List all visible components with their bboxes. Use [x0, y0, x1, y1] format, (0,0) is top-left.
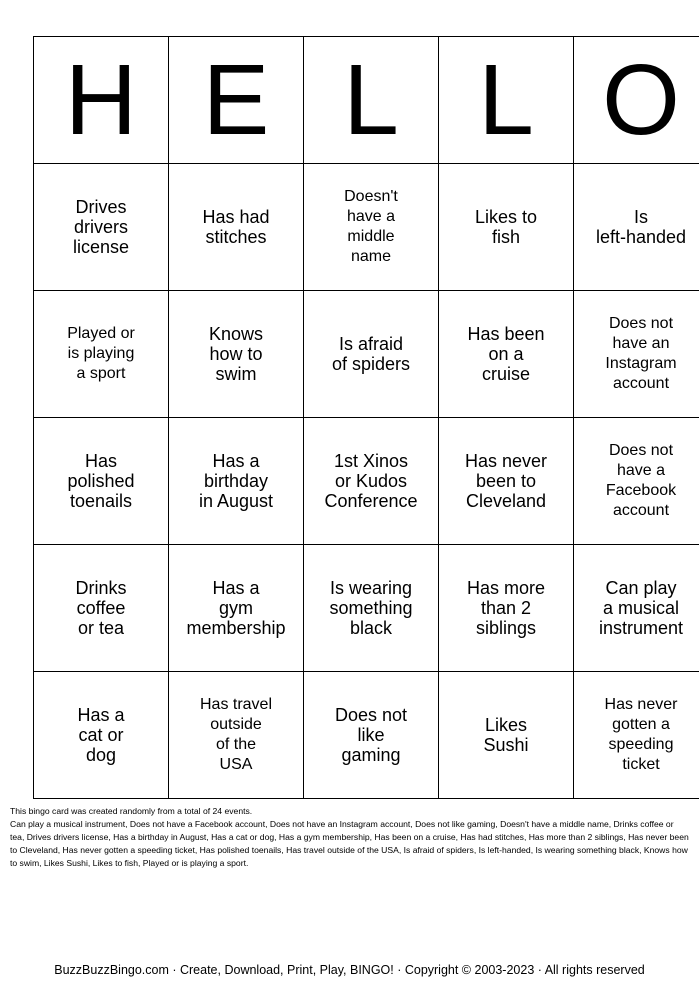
bingo-cell: [34, 672, 169, 799]
bingo-cell-text: Has travel outside of the USA: [199, 696, 273, 773]
bingo-cell-text: Has a cat or dog: [77, 705, 125, 765]
bingo-cell: [304, 291, 439, 418]
bingo-cell-text: Is afraid of spiders: [331, 334, 411, 374]
bingo-cell-text: Has never gotten a speeding ticket: [604, 696, 678, 773]
header-letter: E: [169, 37, 304, 164]
bingo-cell-text: Has a gym membership: [186, 578, 286, 638]
bingo-cell-text: Has more than 2 siblings: [466, 578, 546, 638]
bingo-cell: [34, 545, 169, 672]
bingo-cell: [169, 672, 304, 799]
bingo-cell: [304, 545, 439, 672]
bingo-cell-text: Has been on a cruise: [467, 324, 545, 384]
bingo-cell-text: Drives drivers license: [72, 197, 130, 257]
bingo-cell: [574, 545, 699, 672]
site-footer: BuzzBuzzBingo.com · Create, Download, Print, Play, BINGO! · Copyright © 2003-2023 · All rights reserved: [54, 963, 645, 977]
bingo-cell: [169, 164, 304, 291]
header-letter: H: [34, 37, 169, 164]
bingo-cell-text: Does not have a Facebook account: [605, 442, 677, 519]
bingo-cell: [439, 291, 574, 418]
footnote-event-list: Can play a musical instrument, Does not have a Facebook account, Does not have an Instagram account, Does not like gaming, Doesn't have a middle name, Drinks coffee or tea, Drives drivers license, Has a birthday in August, Has a cat or dog, Has a gym membership, Has been on a cruise, Has had stitches, Has more than 2 siblings, Has never been to Cleveland, Has never gotten a speeding ticket, Has polished toenails, Has travel outside of the USA, Is afraid of spiders, Is left-handed, Is wearing something black, Knows how to swim, Likes Sushi, Likes to fish, Played or is playing a sport.: [10, 819, 689, 868]
bingo-cell-text: Doesn't have a middle name: [344, 188, 398, 265]
bingo-cell: [34, 164, 169, 291]
header-letter: L: [304, 37, 439, 164]
bingo-cell: [574, 672, 699, 799]
bingo-cell: [34, 291, 169, 418]
event-list-footnote: [10, 805, 690, 870]
bingo-cell: [169, 418, 304, 545]
bingo-cell: [439, 672, 574, 799]
bingo-cell: [439, 545, 574, 672]
bingo-cell: [304, 672, 439, 799]
header-letter: O: [574, 37, 699, 164]
bingo-row: [34, 291, 699, 418]
bingo-cell-text: Does not have an Instagram account: [605, 315, 677, 392]
bingo-cell-text: Can play a musical instrument: [598, 578, 684, 638]
bingo-cell-text: Is wearing something black: [329, 578, 413, 638]
header-letter: L: [439, 37, 574, 164]
bingo-cell: [34, 418, 169, 545]
bingo-cell: [439, 418, 574, 545]
bingo-row: [34, 164, 699, 291]
bingo-cell-text: 1st Xinos or Kudos Conference: [324, 451, 418, 511]
bingo-cell: [574, 291, 699, 418]
bingo-cell-text: Has polished toenails: [67, 451, 135, 511]
bingo-cell: [574, 164, 699, 291]
bingo-cell: [169, 545, 304, 672]
bingo-cell-text: Likes Sushi: [483, 715, 529, 755]
bingo-row: [34, 418, 699, 545]
bingo-cell: [574, 418, 699, 545]
bingo-header-row: [34, 37, 699, 164]
bingo-cell: [169, 291, 304, 418]
footnote-summary: This bingo card was created randomly from a total of 24 events.: [10, 806, 253, 816]
bingo-cell-text: Has never been to Cleveland: [464, 451, 548, 511]
bingo-cell-text: Is left-handed: [595, 207, 687, 247]
bingo-cell-text: Likes to fish: [474, 207, 538, 247]
bingo-cell-text: Drinks coffee or tea: [75, 578, 127, 638]
bingo-cell: [304, 418, 439, 545]
bingo-cell: [304, 164, 439, 291]
bingo-cell-text: Does not like gaming: [334, 705, 408, 765]
bingo-card: [33, 36, 699, 799]
bingo-cell: [439, 164, 574, 291]
bingo-cell-text: Has a birthday in August: [198, 451, 274, 511]
bingo-cell-text: Has had stitches: [202, 207, 270, 247]
bingo-cell-text: Played or is playing a sport: [67, 325, 135, 382]
bingo-row: [34, 672, 699, 799]
bingo-cell-text: Knows how to swim: [208, 324, 264, 384]
bingo-row: [34, 545, 699, 672]
